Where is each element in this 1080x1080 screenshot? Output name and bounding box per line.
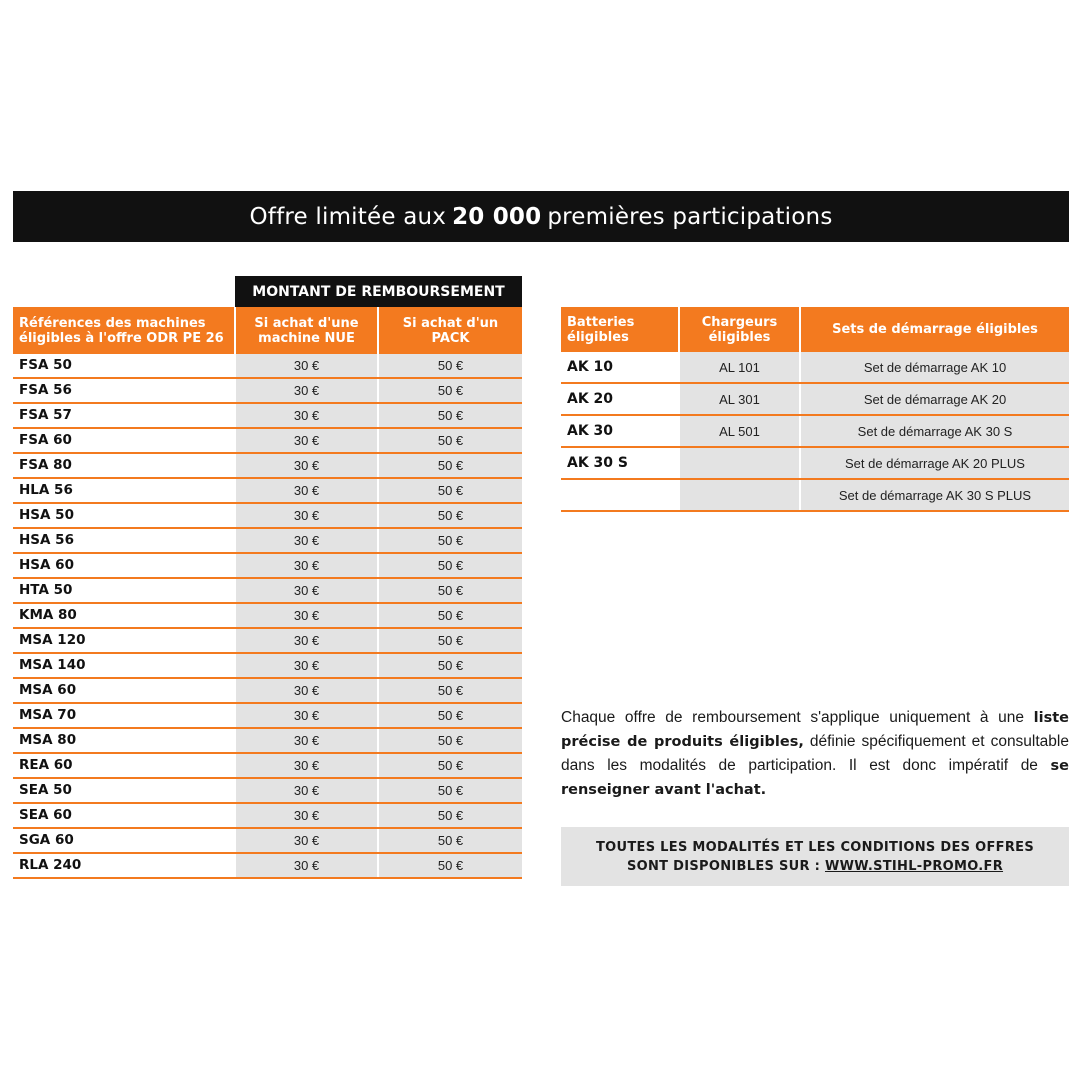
terms-line-2-prefix: SONT DISPONIBLES SUR : xyxy=(626,858,821,874)
battery-name: AK 30 xyxy=(561,415,679,447)
table-row xyxy=(561,479,1069,511)
machine-reference: RLA 240 xyxy=(13,853,235,878)
bare-machine-amount: 30 € xyxy=(235,428,378,453)
bare-machine-amount: 30 € xyxy=(235,603,378,628)
table-row xyxy=(13,678,522,703)
pack-amount: 50 € xyxy=(378,478,522,503)
bare-machine-amount: 30 € xyxy=(235,778,378,803)
bare-machine-amount: 30 € xyxy=(235,478,378,503)
table-row xyxy=(13,703,522,728)
pack-amount: 50 € xyxy=(378,453,522,478)
terms-box xyxy=(561,827,1069,886)
machine-reference: MSA 70 xyxy=(13,703,235,728)
machines-table-body xyxy=(13,354,522,878)
table-row xyxy=(13,478,522,503)
table-row xyxy=(13,453,522,478)
header-pack: Si achat d'un PACK xyxy=(378,307,522,354)
header-chargers: Chargeurs éligibles xyxy=(679,307,800,352)
table-row xyxy=(13,528,522,553)
pack-amount: 50 € xyxy=(378,428,522,453)
bare-machine-amount: 30 € xyxy=(235,653,378,678)
eligible-machines-table xyxy=(13,307,522,879)
table-row xyxy=(13,503,522,528)
bare-machine-amount: 30 € xyxy=(235,354,378,378)
machine-reference: HSA 60 xyxy=(13,553,235,578)
pack-amount: 50 € xyxy=(378,578,522,603)
battery-name xyxy=(561,479,679,511)
table-row xyxy=(13,603,522,628)
bare-machine-amount: 30 € xyxy=(235,578,378,603)
table-row xyxy=(13,778,522,803)
table-row xyxy=(13,628,522,653)
machine-reference: SEA 50 xyxy=(13,778,235,803)
header-batteries: Batteries éligibles xyxy=(561,307,679,352)
charger-name xyxy=(679,479,800,511)
machine-reference: SEA 60 xyxy=(13,803,235,828)
charger-name: AL 101 xyxy=(679,352,800,383)
table-row xyxy=(13,753,522,778)
machine-reference: MSA 140 xyxy=(13,653,235,678)
pack-amount: 50 € xyxy=(378,853,522,878)
table-row xyxy=(561,352,1069,383)
pack-amount: 50 € xyxy=(378,678,522,703)
table-row xyxy=(13,403,522,428)
pack-amount: 50 € xyxy=(378,354,522,378)
bare-machine-amount: 30 € xyxy=(235,703,378,728)
bare-machine-amount: 30 € xyxy=(235,753,378,778)
table-row xyxy=(561,383,1069,415)
pack-amount: 50 € xyxy=(378,553,522,578)
header-machine-references: Références des machines éligibles à l'offre ODR PE 26 xyxy=(13,307,235,354)
machine-reference: MSA 120 xyxy=(13,628,235,653)
table-row xyxy=(13,553,522,578)
machine-reference: HTA 50 xyxy=(13,578,235,603)
starter-set-name: Set de démarrage AK 20 xyxy=(800,383,1069,415)
refund-amount-header: MONTANT DE REMBOURSEMENT xyxy=(235,276,522,307)
machine-reference: FSA 56 xyxy=(13,378,235,403)
note-text-1: Chaque offre de remboursement s'applique uniquement à une xyxy=(561,709,1025,726)
starter-set-name: Set de démarrage AK 30 S xyxy=(800,415,1069,447)
machine-reference: FSA 57 xyxy=(13,403,235,428)
bare-machine-amount: 30 € xyxy=(235,403,378,428)
bare-machine-amount: 30 € xyxy=(235,553,378,578)
table-row xyxy=(561,447,1069,479)
pack-amount: 50 € xyxy=(378,628,522,653)
note-text-2: définie spécifiquement et consultable dans les modalités de participation. Il est donc impératif de xyxy=(561,733,1069,774)
bare-machine-amount: 30 € xyxy=(235,628,378,653)
machine-reference: REA 60 xyxy=(13,753,235,778)
table-row xyxy=(13,853,522,878)
terms-line-2 xyxy=(627,857,1003,876)
charger-name: AL 301 xyxy=(679,383,800,415)
starter-set-name: Set de démarrage AK 10 xyxy=(800,352,1069,383)
battery-name: AK 10 xyxy=(561,352,679,383)
bare-machine-amount: 30 € xyxy=(235,453,378,478)
pack-amount: 50 € xyxy=(378,603,522,628)
header-starter-sets: Sets de démarrage éligibles xyxy=(800,307,1069,352)
machine-reference: MSA 60 xyxy=(13,678,235,703)
eligible-batteries-table xyxy=(561,307,1069,512)
pack-amount: 50 € xyxy=(378,653,522,678)
table-row xyxy=(13,828,522,853)
pack-amount: 50 € xyxy=(378,528,522,553)
banner-suffix: premières participations xyxy=(547,203,833,230)
note-bold-1: liste précise de produits éligibles, xyxy=(561,710,1070,750)
machine-reference: FSA 60 xyxy=(13,428,235,453)
charger-name xyxy=(679,447,800,479)
bare-machine-amount: 30 € xyxy=(235,528,378,553)
pack-amount: 50 € xyxy=(378,503,522,528)
pack-amount: 50 € xyxy=(378,803,522,828)
note-bold-2: se renseigner avant l'achat. xyxy=(561,758,1069,798)
machine-reference: HSA 56 xyxy=(13,528,235,553)
pack-amount: 50 € xyxy=(378,403,522,428)
machine-reference: HLA 56 xyxy=(13,478,235,503)
terms-line-1: TOUTES LES MODALITÉS ET LES CONDITIONS DES OFFRES xyxy=(595,839,1035,855)
bare-machine-amount: 30 € xyxy=(235,503,378,528)
banner-highlight: 20 000 xyxy=(452,203,542,230)
bare-machine-amount: 30 € xyxy=(235,853,378,878)
pack-amount: 50 € xyxy=(378,828,522,853)
starter-set-name: Set de démarrage AK 20 PLUS xyxy=(800,447,1069,479)
machine-reference: HSA 50 xyxy=(13,503,235,528)
bare-machine-amount: 30 € xyxy=(235,803,378,828)
machine-reference: FSA 80 xyxy=(13,453,235,478)
bare-machine-amount: 30 € xyxy=(235,678,378,703)
table-row xyxy=(13,378,522,403)
battery-name: AK 20 xyxy=(561,383,679,415)
pack-amount: 50 € xyxy=(378,778,522,803)
table-row xyxy=(13,728,522,753)
machine-reference: FSA 50 xyxy=(13,354,235,378)
table-row xyxy=(13,578,522,603)
table-row xyxy=(13,354,522,378)
machine-reference: KMA 80 xyxy=(13,603,235,628)
bare-machine-amount: 30 € xyxy=(235,828,378,853)
machine-reference: SGA 60 xyxy=(13,828,235,853)
header-bare-machine: Si achat d'une machine NUE xyxy=(235,307,378,354)
offer-banner xyxy=(13,191,1069,242)
pack-amount: 50 € xyxy=(378,753,522,778)
machine-reference: MSA 80 xyxy=(13,728,235,753)
table-row xyxy=(561,415,1069,447)
pack-amount: 50 € xyxy=(378,378,522,403)
charger-name: AL 501 xyxy=(679,415,800,447)
pack-amount: 50 € xyxy=(378,728,522,753)
pack-amount: 50 € xyxy=(378,703,522,728)
eligibility-note xyxy=(561,706,1069,802)
starter-set-name: Set de démarrage AK 30 S PLUS xyxy=(800,479,1069,511)
bare-machine-amount: 30 € xyxy=(235,378,378,403)
battery-name: AK 30 S xyxy=(561,447,679,479)
bare-machine-amount: 30 € xyxy=(235,728,378,753)
batteries-table-body xyxy=(561,352,1069,511)
promo-website-link[interactable]: WWW.STIHL-PROMO.FR xyxy=(824,858,1004,874)
banner-prefix: Offre limitée aux xyxy=(249,203,447,230)
table-row xyxy=(13,653,522,678)
table-row xyxy=(13,428,522,453)
table-row xyxy=(13,803,522,828)
